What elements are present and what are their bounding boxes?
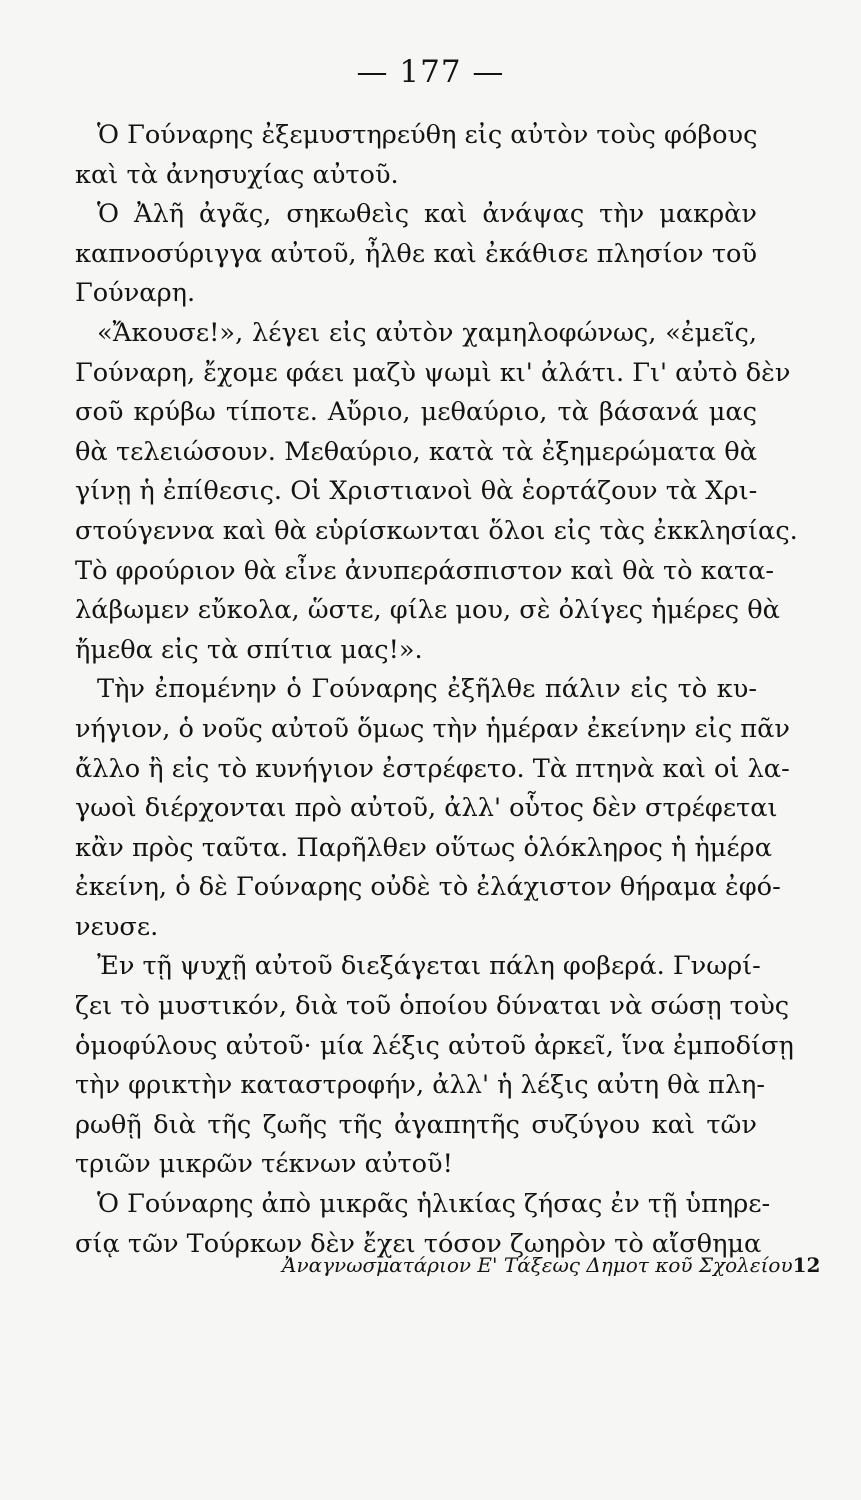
text-line: σοῦ κρύβω τίποτε. Αὔριο, μεθαύριο, τὰ βάσανά μας xyxy=(75,397,757,428)
text-line: σίᾳ τῶν Τούρκων δὲν ἔχει τόσον ζωηρὸν τὸ αἴσθημα xyxy=(75,1228,762,1259)
page-footer xyxy=(282,1253,821,1277)
text-line: Ὁ Γούναρης ἀπὸ μικρᾶς ἡλικίας ζήσας ἐν τῇ ὑπηρε- xyxy=(97,1189,771,1220)
text-line: «Ἄκουσε!», λέγει εἰς αὐτὸν χαμηλοφώνως, «ἐμεῖς, xyxy=(97,317,757,348)
footer-title: Ἀναγνωσματάριον Ε' Τάξεως Δημοτ κοῦ Σχολείου xyxy=(282,1253,793,1277)
text-line: καὶ τὰ ἀνησυχίας αὐτοῦ. xyxy=(75,159,399,190)
text-line: τὴν φρικτὴν καταστροφήν, ἀλλ' ἡ λέξις αὐτη θὰ πλη- xyxy=(75,1070,766,1101)
text-line: Τὸ φρούριον θὰ εἶνε ἀνυπεράσπιστον καὶ θὰ τὸ κατα- xyxy=(75,555,775,586)
text-line: Ὁ Γούναρης ἐξεμυστηρεύθη εἰς αὐτὸν τοὺς φόβους xyxy=(97,120,758,150)
text-line: ἤμεθα εἰς τὰ σπίτια μας!». xyxy=(75,634,423,665)
text-line: Ἐν τῇ ψυχῇ αὐτοῦ διεξάγεται πάλη φοβερά. Γνωρί- xyxy=(97,951,761,982)
text-line: λάβωμεν εὔκολα, ὥστε, φίλε μου, σὲ ὀλίγες ἡμέρες θὰ xyxy=(75,595,780,626)
text-line: ζει τὸ μυστικόν, διὰ τοῦ ὁποίου δύναται νὰ σώσῃ τοὺς xyxy=(75,991,790,1022)
text-line: γωοὶ διέρχονται πρὸ αὐτοῦ, ἀλλ' οὗτος δὲν στρέφεται xyxy=(75,793,778,824)
text-line: νήγιον, ὁ νοῦς αὐτοῦ ὅμως τὴν ἡμέραν ἐκείνην εἰς πᾶν xyxy=(75,713,790,744)
body-text xyxy=(75,116,798,1264)
page-number: — 177 — xyxy=(356,54,505,90)
text-line: Τὴν ἐπομένην ὁ Γούναρης ἐξῆλθε πάλιν εἰς τὸ κυ- xyxy=(97,674,757,705)
signature-mark: 12 xyxy=(792,1253,821,1277)
text-line: Γούναρη. xyxy=(75,278,196,309)
text-line: Ὁ Ἀλῆ ἀγᾶς, σηκωθεὶς καὶ ἀνάψας τὴν μακρὰν xyxy=(97,199,757,230)
text-line: γίνῃ ἡ ἐπίθεσις. Οἱ Χριστιανοὶ θὰ ἑορτάζουν τὰ Χρι- xyxy=(75,476,758,507)
text-line: ρωθῇ διὰ τῆς ζωῆς τῆς ἀγαπητῆς συζύγου καὶ τῶν xyxy=(75,1109,757,1140)
text-line: ἐκείνη, ὁ δὲ Γούναρης οὐδὲ τὸ ἐλάχιστον θήραμα ἐφό- xyxy=(75,872,781,903)
text-line: θὰ τελειώσουν. Μεθαύριο, κατὰ τὰ ἐξημερώματα θὰ xyxy=(75,436,757,467)
text-line: Γούναρη, ἔχομε φάει μαζὺ ψωμὶ κι' ἀλάτι. Γι' αὐτὸ δὲν xyxy=(75,357,791,388)
text-line: ἄλλο ἢ εἰς τὸ κυνήγιον ἐστρέφετο. Τὰ πτηνὰ καὶ οἱ λα- xyxy=(75,753,790,784)
text-line: νευσε. xyxy=(75,911,159,942)
text-line: στούγεννα καὶ θὰ εὑρίσκωνται ὅλοι εἰς τὰς ἐκκλησίας. xyxy=(75,515,798,546)
text-line: ὁμοφύλους αὐτοῦ· μία λέξις αὐτοῦ ἀρκεῖ, ἵνα ἐμποδίσῃ xyxy=(75,1030,794,1061)
text-line: καπνοσύριγγα αὐτοῦ, ἦλθε καὶ ἐκάθισε πλησίον τοῦ xyxy=(75,238,757,269)
text-line: τριῶν μικρῶν τέκνων αὐτοῦ! xyxy=(75,1149,453,1180)
text-line: κἂν πρὸς ταῦτα. Παρῆλθεν οὕτως ὁλόκληρος ἡ ἡμέρα xyxy=(75,832,773,863)
